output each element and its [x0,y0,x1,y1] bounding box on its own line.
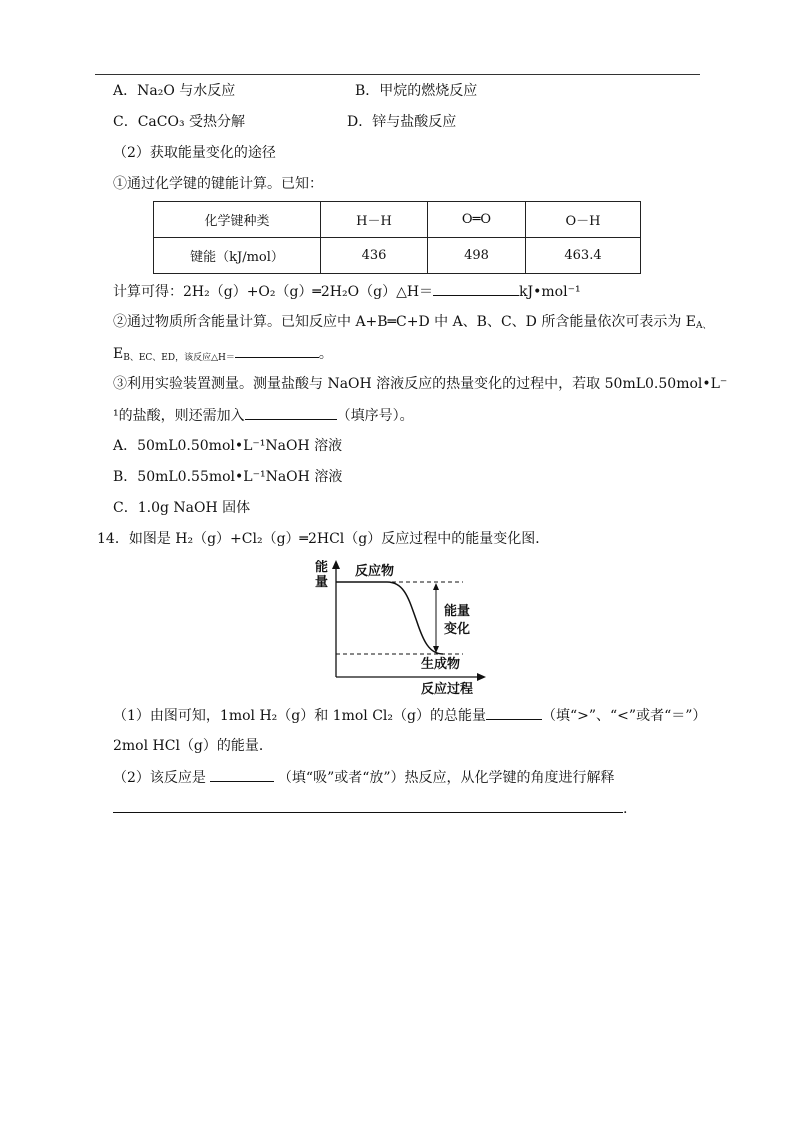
answer-blank-heat-type[interactable] [210,767,274,782]
option-a-na2o: A．Na₂O 与水反应 [113,83,236,99]
calc-unit: kJ•mol⁻¹ [519,284,581,300]
reactant-label: 反应物 [355,564,395,579]
x-axis-label: 反应过程 [421,682,474,697]
q14-sub1-line1 [113,705,706,726]
table-row-label: 键能（kJ/mol） [154,238,321,274]
y-axis-label-1: 能 [315,560,329,575]
answer-blank-method2[interactable] [235,343,319,358]
table-row [154,238,641,274]
naoh-option-b: B．50mL0.55mol•L⁻¹NaOH 溶液 [113,469,343,485]
bond-energy-table [153,201,641,274]
method2-eb: B、E [123,353,146,363]
q14-sub2-hint: （填“吸”或者“放”）热反应，从化学键的角度进行解释 [277,770,615,786]
q14-sub1-text: （1）由图可知，1mol H₂（g）和 1mol Cl₂（g）的总能量 [113,708,486,724]
method2-ea: A、 [696,321,712,331]
answer-blank-method3[interactable] [245,405,337,420]
y-axis-arrow-icon [332,560,340,569]
naoh-option-a: A．50mL0.50mol•L⁻¹NaOH 溶液 [113,438,343,454]
calc-prefix: 计算可得：2H₂（g）+O₂（g）═2H₂O（g）△H＝ [113,284,434,300]
method2-ed: D，该反应△H＝ [167,353,235,363]
method1-text: ①通过化学键的键能计算。已知： [113,176,323,192]
bond-oo: O═O [428,202,526,238]
method2-e: E [113,346,124,362]
answer-blank-delta-h[interactable] [433,281,519,296]
x-axis-arrow-icon [477,673,486,681]
value-hh: 436 [321,238,428,274]
bond-hh: H－H [321,202,428,238]
energy-diagram [305,560,495,700]
option-b-methane: B．甲烷的燃烧反应 [355,83,478,99]
header-rule [95,74,700,75]
answer-blank-explanation[interactable] [113,798,623,813]
energy-curve [336,582,443,654]
method3-line2 [113,405,414,426]
table-header-label: 化学键种类 [154,202,321,238]
q14-sub2-line2 [113,798,627,819]
method3-text: ¹的盐酸，则还需加入 [113,408,245,424]
method3-line1: ③利用实验装置测量。测量盐酸与 NaOH 溶液反应的热量变化的过程中，若取 50mL0.50mol•L⁻ [113,376,728,392]
y-axis-label-2: 量 [315,575,329,590]
option-c-caco3: C．CaCO₃ 受热分解 [113,114,246,130]
arrow-up-icon [433,583,439,590]
method2-end: 。 [318,346,333,362]
energy-change-label-1: 能量 [444,604,471,619]
method3-end: （填序号）。 [336,408,414,424]
part2-title: （2）获取能量变化的途径 [113,145,276,161]
q14-sub2-end: . [623,801,628,817]
method2-ec: C、E [145,353,168,363]
q14-sub2-text: （2）该反应是 [113,770,206,786]
naoh-option-c: C．1.0g NaOH 固体 [113,500,251,516]
calc-line [113,281,581,302]
method2-line1 [113,312,712,332]
bond-oh: O－H [526,202,641,238]
product-label: 生成物 [421,657,461,672]
q14-sub1-hint: （填“>”、“<”或者“＝”） [541,708,707,724]
q14-stem: 14．如图是 H₂（g）+Cl₂（g）═2HCl（g）反应过程中的能量变化图． [97,531,550,547]
table-row [154,202,641,238]
q14-sub1-line2: 2mol HCl（g）的能量． [113,738,273,754]
energy-change-label-2: 变化 [444,622,471,637]
method2-line2 [113,343,333,364]
method2-text: ②通过物质所含能量计算。已知反应中 A+B═C+D 中 A、B、C、D 所含能量依次可表示为 E [113,314,697,330]
answer-blank-compare[interactable] [486,705,542,720]
value-oh: 463.4 [526,238,641,274]
value-oo: 498 [428,238,526,274]
q14-sub2-line1 [113,767,615,788]
option-d-zinc: D．锌与盐酸反应 [347,114,457,130]
